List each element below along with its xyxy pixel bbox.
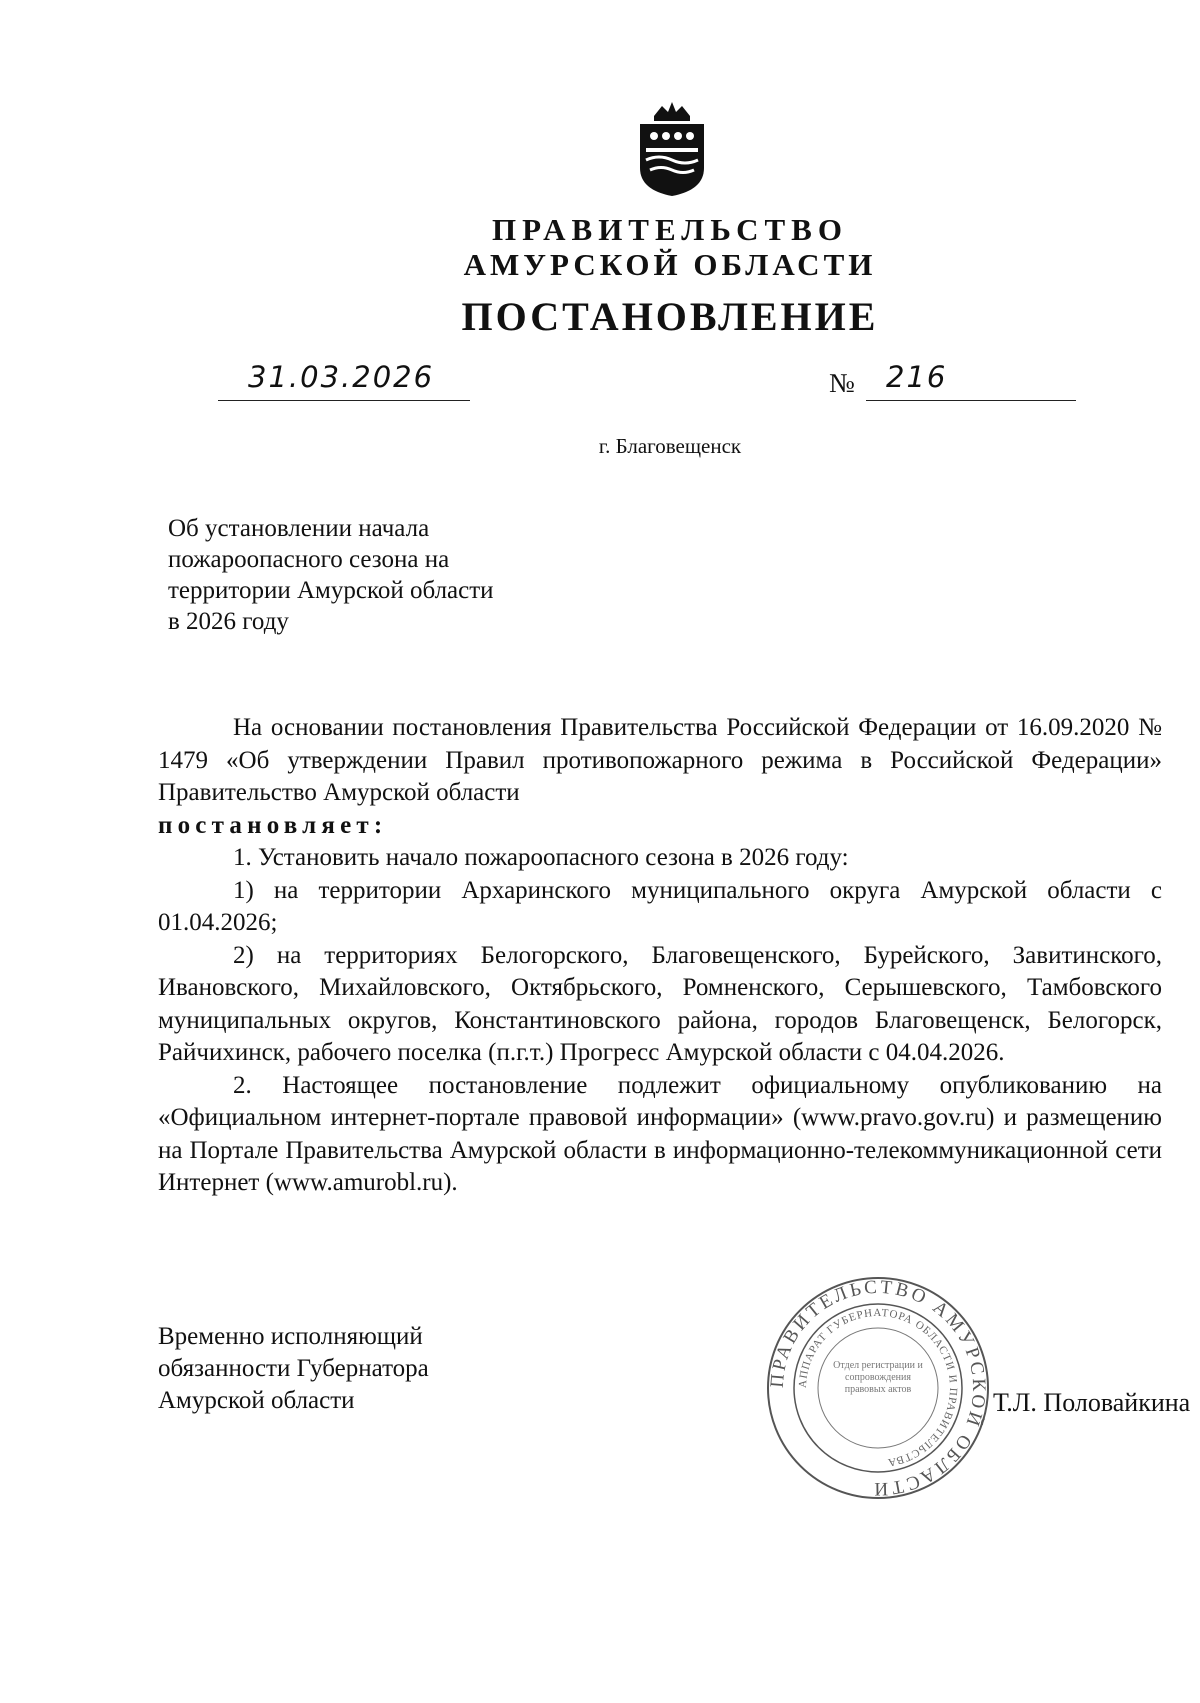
subject-line: в 2026 году (168, 608, 289, 635)
document-subject (168, 513, 588, 637)
document-number-field (866, 360, 1076, 401)
item-1: 1. Установить начало пожароопасного сезона в 2026 году: (233, 844, 849, 871)
document-body (158, 712, 1162, 1200)
document-number-label: № (829, 368, 855, 398)
item-1-2: 2) на территориях Белогорского, Благовещенского, Бурейского, Завитинского, Ивановского, Михайловского, Октябрьского, Ромненского, Серышевского, Тамбовского муниципальных округов, Константиновского района, городов Благовещенск, Белогорск, Райчихинск, рабочего поселка (п.г.т.) Прогресс Амурской области с 04.04.2026. (158, 941, 1162, 1066)
document-city: г. Благовещенск (598, 434, 742, 458)
stamp-middle-text: АППАРАТ ГУБЕРНАТОРА ОБЛАСТИ И ПРАВИТЕЛЬСТВА (796, 1306, 960, 1469)
coat-of-arms-icon (632, 98, 712, 198)
government-name-line1: ПРАВИТЕЛЬСТВО (492, 212, 848, 247)
decree-word: постановляет: (158, 811, 388, 839)
signer-position (158, 1321, 538, 1417)
item-2: 2. Настоящее постановление подлежит официальному опубликованию на «Официальном интернет-портале правовой информации» (www.pravo.gov.ru) и размещению на Портале Правительства Амурской области в информационно-телекоммуникационной сети Интернет (www.amurobl.ru). (158, 1071, 1162, 1196)
signer-position-line: Амурской области (158, 1387, 355, 1414)
stamp-center-text: Отдел регистрации и сопровождения правовых актов (833, 1360, 923, 1395)
subject-line: пожароопасного сезона на (168, 546, 450, 573)
subject-line: территории Амурской области (168, 577, 494, 604)
decree-line (158, 810, 1162, 843)
preamble-paragraph: На основании постановления Правительства Российской Федерации от 16.09.2020 № 1479 «Об утверждении Правил противопожарного режима в Российской Федерации» Правительство Амурской области (158, 714, 1162, 806)
subject-line: Об установлении начала (168, 515, 430, 542)
stamp-outer-text: ПРАВИТЕЛЬСТВО АМУРСКОЙ ОБЛАСТИ (766, 1276, 990, 1500)
document-date: 31.03.2026 (248, 360, 435, 394)
document-number: 216 (886, 360, 948, 394)
signer-position-line: Временно исполняющий (158, 1323, 423, 1350)
document-date-field (218, 360, 470, 401)
signer-position-line: обязанности Губернатора (158, 1355, 429, 1382)
signer-name: Т.Л. Половайкина (993, 1388, 1191, 1417)
official-stamp (765, 1275, 991, 1501)
government-name-line2: АМУРСКОЙ ОБЛАСТИ (463, 247, 877, 282)
item-1-1: 1) на территории Архаринского муниципального округа Амурской области с 01.04.2026; (158, 876, 1162, 936)
document-type-title: ПОСТАНОВЛЕНИЕ (461, 294, 879, 339)
